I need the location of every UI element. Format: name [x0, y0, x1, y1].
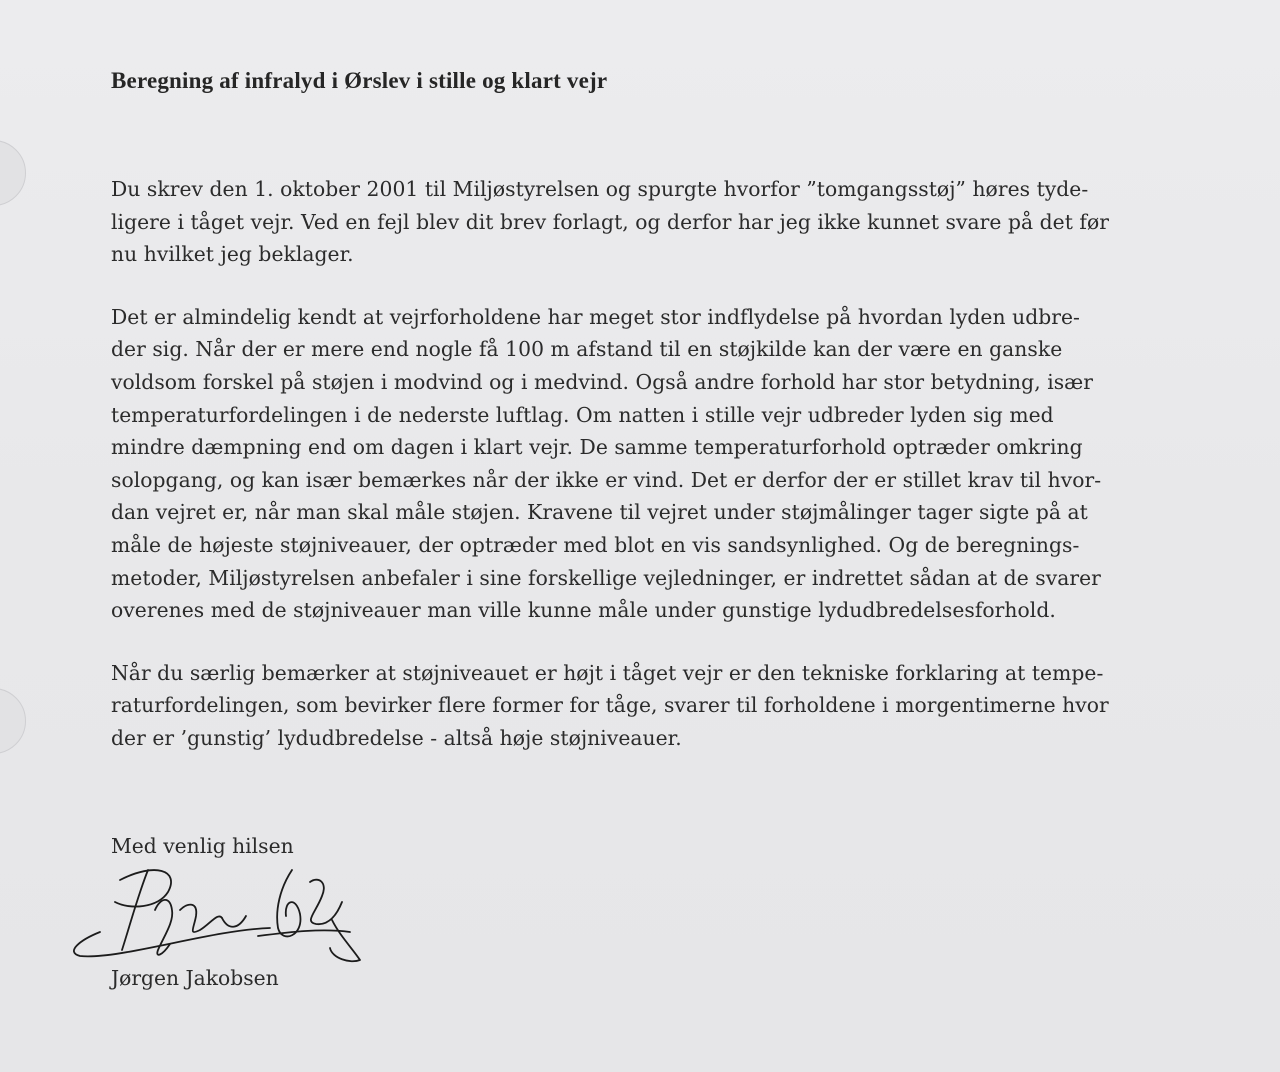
- paragraph-2: [111, 301, 1221, 627]
- letter-body: [111, 173, 1221, 785]
- paragraph-line: temperaturfordelingen i de nederste luftlag. Om natten i stille vejr udbreder lyden sig med: [111, 402, 1054, 427]
- paragraph-line: voldsom forskel på støjen i modvind og i medvind. Også andre forhold har stor betydning, især: [111, 369, 1094, 394]
- punch-hole-lower: [0, 688, 26, 754]
- paragraph-line: måle de højeste støjniveauer, der optræder med blot en vis sandsynlighed. Og de beregnings-: [111, 532, 1080, 557]
- document-title: Beregning af infralyd i Ørslev i stille og klart vejr: [111, 68, 608, 93]
- paragraph-line: Det er almindelig kendt at vejrforholdene har meget stor indflydelse på hvordan lyden udbre-: [111, 304, 1080, 329]
- paragraph-line: dan vejret er, når man skal måle støjen. Kravene til vejret under støjmålinger tager sigte på at: [111, 500, 1088, 525]
- paragraph-line: Når du særlig bemærker at støjniveauet er højt i tåget vejr er den tekniske forklaring at tempe-: [111, 660, 1104, 685]
- paragraph-line: raturfordelingen, som bevirker flere former for tåge, svarer til forholdene i morgentimerne hvor: [111, 693, 1109, 718]
- paragraph-line: der sig. Når der er mere end nogle få 100 m afstand til en støjkilde kan der være en ganske: [111, 337, 1063, 362]
- paragraph-line: metoder, Miljøstyrelsen anbefaler i sine forskellige vejledninger, er indrettet sådan at de svarer: [111, 565, 1101, 590]
- sender-name: Jørgen Jakobsen: [111, 966, 279, 990]
- paragraph-line: ligere i tåget vejr. Ved en fejl blev dit brev forlagt, og derfor har jeg ikke kunnet svare på det før: [111, 209, 1109, 234]
- paragraph-line: nu hvilket jeg beklager.: [111, 242, 354, 267]
- paragraph-1: [111, 173, 1221, 271]
- paragraph-3: [111, 657, 1221, 755]
- paragraph-line: solopgang, og kan især bemærkes når der ikke er vind. Det er derfor der er stillet krav til hvor-: [111, 467, 1102, 492]
- paragraph-line: der er ’gunstig’ lydudbredelse - altså høje støjniveauer.: [111, 725, 682, 750]
- punch-hole-upper: [0, 140, 26, 206]
- closing-greeting: Med venlig hilsen: [111, 834, 294, 858]
- paragraph-line: overenes med de støjniveauer man ville kunne måle under gunstige lydudbredelsesforhold.: [111, 598, 1056, 623]
- paragraph-line: mindre dæmpning end om dagen i klart vejr. De samme temperaturforhold optræder omkring: [111, 435, 1083, 460]
- paragraph-line: Du skrev den 1. oktober 2001 til Miljøstyrelsen og spurgte hvorfor ”tomgangsstøj” høres tyde-: [111, 177, 1089, 201]
